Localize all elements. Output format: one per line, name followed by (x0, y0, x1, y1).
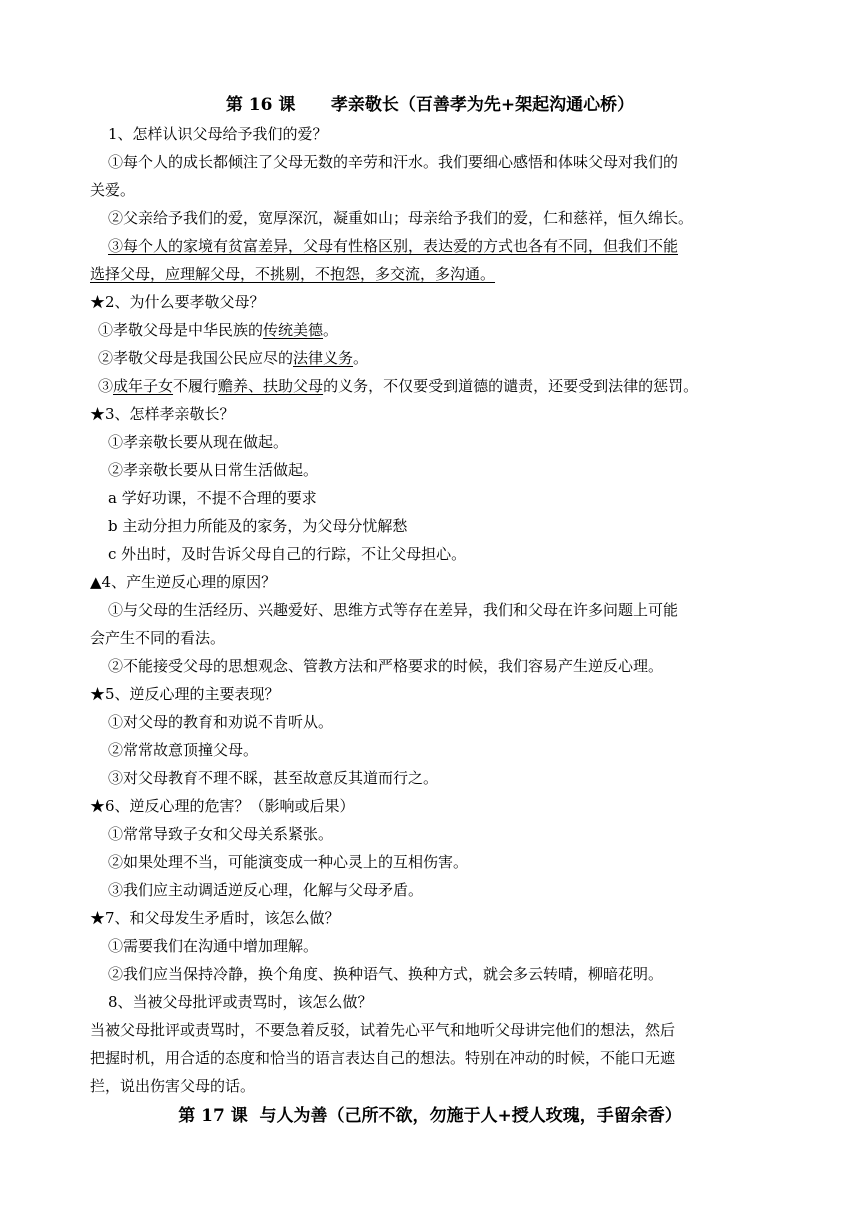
q2-a2-end: 。 (353, 349, 369, 367)
q7-answer-1: ①需要我们在沟通中增加理解。 (108, 937, 319, 955)
q3-sub-a: a 学好功课，不提不合理的要求 (108, 489, 317, 507)
q6-answer-3: ③我们应主动调适逆反心理，化解与父母矛盾。 (108, 881, 424, 899)
question-2-heading: ★2、为什么要孝敬父母？ (90, 293, 265, 311)
q1-answer-3-line-1 (108, 236, 678, 256)
q4-answer-2: ②不能接受父母的思想观念、管教方法和严格要求的时候，我们容易产生逆反心理。 (108, 657, 664, 675)
q1-answer-3-underline-2: 选择父母，应理解父母，不挑剔，不抱怨，多交流，多沟通。 (90, 265, 496, 283)
q8-paragraph-line-1: 当被父母批评或责骂时，不要急着反驳，试着先心平气和地听父母讲完他们的想法，然后 (90, 1021, 676, 1039)
question-5-heading: ★5、逆反心理的主要表现？ (90, 685, 280, 703)
q2-a2-text: ②孝敬父母是我国公民应尽的 (98, 349, 294, 367)
q2-a2-keyword: 法律义务 (293, 349, 354, 367)
q2-answer-2 (98, 348, 368, 368)
q2-answer-1 (98, 320, 338, 340)
q7-answer-2: ②我们应当保持冷静，换个角度、换种语气、换种方式，就会多云转晴，柳暗花明。 (108, 965, 664, 983)
q3-answer-2: ②孝亲敬长要从日常生活做起。 (108, 461, 319, 479)
q2-a1-end: 。 (323, 321, 339, 339)
q2-a1-text: ①孝敬父母是中华民族的 (98, 321, 264, 339)
q2-a1-keyword: 传统美德 (263, 321, 324, 339)
q5-answer-1: ①对父母的教育和劝说不肯听从。 (108, 713, 334, 731)
question-3-heading: ★3、怎样孝亲敬长？ (90, 405, 235, 423)
question-6-heading: ★6、逆反心理的危害？（影响或后果） (90, 797, 355, 815)
question-1-heading: 1、怎样认识父母给予我们的爱？ (108, 125, 328, 143)
q8-paragraph-line-2: 把握时机，用合适的态度和恰当的语言表达自己的想法。特别在冲动的时候，不能口无遮 (90, 1049, 676, 1067)
q1-answer-3-line-2 (90, 264, 495, 284)
q6-answer-2: ②如果处理不当，可能演变成一种心灵上的互相伤害。 (108, 853, 469, 871)
question-4-heading: ▲4、产生逆反心理的原因？ (90, 573, 277, 591)
q3-answer-1: ①孝亲敬长要从现在做起。 (108, 433, 289, 451)
q2-a3-keyword-1: 成年子女 (113, 377, 174, 395)
q1-answer-1-line-1: ①每个人的成长都倾注了父母无数的辛劳和汗水。我们要细心感悟和体味父母对我们的 (108, 153, 679, 171)
q2-a3-keyword-2: 赡养、扶助父母 (218, 377, 324, 395)
lesson-16-title: 第 16 课 孝亲敬长（百善孝为先+架起沟通心桥） (225, 95, 635, 115)
q5-answer-3: ③对父母教育不理不睬，甚至故意反其道而行之。 (108, 769, 439, 787)
q2-answer-3 (98, 376, 698, 396)
q8-paragraph-line-3: 拦，说出伤害父母的话。 (90, 1077, 256, 1095)
q5-answer-2: ②常常故意顶撞父母。 (108, 741, 259, 759)
q3-sub-c: c 外出时，及时告诉父母自己的行踪，不让父母担心。 (108, 545, 467, 563)
q1-answer-2: ②父亲给予我们的爱，宽厚深沉，凝重如山；母亲给予我们的爱，仁和慈祥，恒久绵长。 (108, 209, 694, 227)
question-8-heading: 8、当被父母批评或责骂时，该怎么做？ (108, 993, 373, 1011)
q4-answer-1-line-2: 会产生不同的看法。 (90, 629, 226, 647)
q2-a3-mid: 不履行 (173, 377, 219, 395)
q2-a3-marker: ③ (98, 377, 114, 395)
q4-answer-1-line-1: ①与父母的生活经历、兴趣爱好、思维方式等存在差异，我们和父母在许多问题上可能 (108, 601, 679, 619)
question-7-heading: ★7、和父母发生矛盾时，该怎么做？ (90, 909, 340, 927)
q2-a3-end: 的义务，不仅要受到道德的谴责，还要受到法律的惩罚。 (323, 377, 699, 395)
q1-answer-3-underline-1: ③每个人的家境有贫富差异，父母有性格区别，表达爱的方式也各有不同，但我们不能 (108, 237, 679, 255)
q3-sub-b: b 主动分担力所能及的家务，为父母分忧解愁 (108, 517, 408, 535)
lesson-17-title: 第 17 课 与人为善（己所不欲，勿施于人+授人玫瑰，手留余香） (178, 1106, 682, 1126)
q6-answer-1: ①常常导致子女和父母关系紧张。 (108, 825, 334, 843)
q1-answer-1-line-2: 关爱。 (90, 181, 136, 199)
